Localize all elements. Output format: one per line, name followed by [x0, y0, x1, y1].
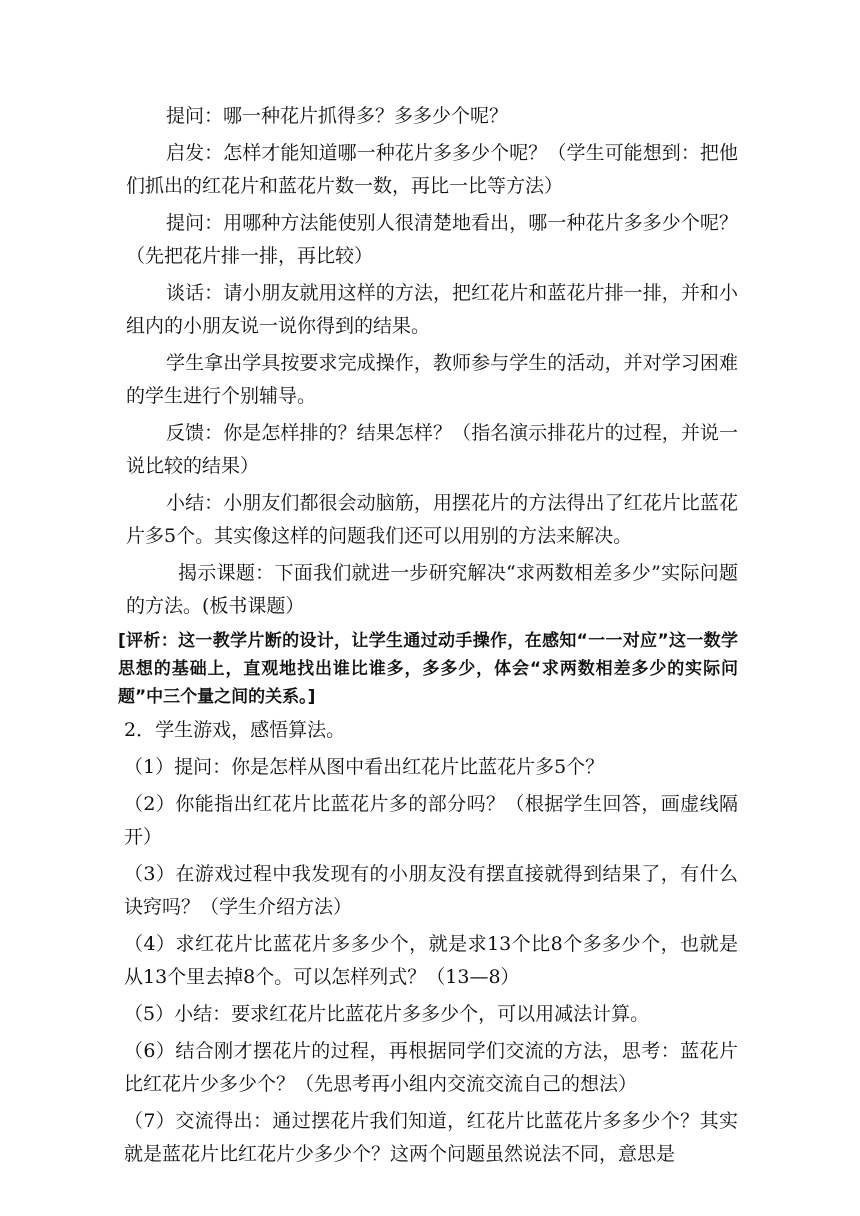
review-comment: [评析：这一教学片断的设计，让学生通过动手操作，在感知“一一对应”这一数学思想的基础上，直观地找出谁比谁多，多多少，体会“求两数相差多少的实际问题”中三个量之间的关系。] [118, 631, 738, 707]
paragraph-feedback: 反馈：你是怎样排的？结果怎样？（指名演示排花片的过程，并说一说比较的结果） [126, 422, 738, 477]
paragraph-inspiration: 启发：怎样才能知道哪一种花片多多少个呢？（学生可能想到：把他们抓出的红花片和蓝花片数一数，再比一比等方法） [126, 142, 738, 197]
list-item-7: （7）交流得出：通过摆花片我们知道，红花片比蓝花片多多少个？其实就是蓝花片比红花片少多少个？这两个问题虽然说法不同，意思是 [124, 1110, 738, 1165]
list-item-3: （3）在游戏过程中我发现有的小朋友没有摆直接就得到结果了，有什么诀窍吗？（学生介绍方法） [124, 863, 738, 918]
paragraph-talk: 谈话：请小朋友就用这样的方法，把红花片和蓝花片排一排，并和小组内的小朋友说一说你得到的结果。 [126, 282, 738, 337]
paragraph-reveal-topic: 揭示课题：下面我们就进一步研究解决“求两数相差多少”实际问题的方法。(板书课题） [126, 562, 738, 617]
paragraph-question-which-more: 提问：哪一种花片抓得多？多多少个呢？ [166, 105, 509, 127]
list-item-1: （1）提问：你是怎样从图中看出红花片比蓝花片多5个？ [124, 756, 605, 778]
section-heading-game: 2．学生游戏，感悟算法。 [124, 719, 346, 741]
paragraph-student-operation: 学生拿出学具按要求完成操作，教师参与学生的活动，并对学习困难的学生进行个别辅导。 [126, 352, 738, 407]
paragraph-summary: 小结：小朋友们都很会动脑筋，用摆花片的方法得出了红花片比蓝花片多5个。其实像这样的问题我们还可以用别的方法来解决。 [126, 492, 738, 547]
list-item-4: （4）求红花片比蓝花片多多少个，就是求13个比8个多多少个，也就是从13个里去掉8个。可以怎样列式？（13—8） [124, 933, 738, 988]
list-item-5: （5）小结：要求红花片比蓝花片多多少个，可以用减法计算。 [124, 1003, 650, 1025]
list-item-2: （2）你能指出红花片比蓝花片多的部分吗？（根据学生回答，画虚线隔开） [124, 793, 738, 848]
list-item-6: （6）结合刚才摆花片的过程，再根据同学们交流的方法，思考：蓝花片比红花片少多少个？（先思考再小组内交流交流自己的想法） [124, 1040, 738, 1095]
document-body [118, 100, 738, 1175]
paragraph-question-method: 提问：用哪种方法能使别人很清楚地看出，哪一种花片多多少个呢？（先把花片排一排，再比较） [126, 212, 738, 267]
